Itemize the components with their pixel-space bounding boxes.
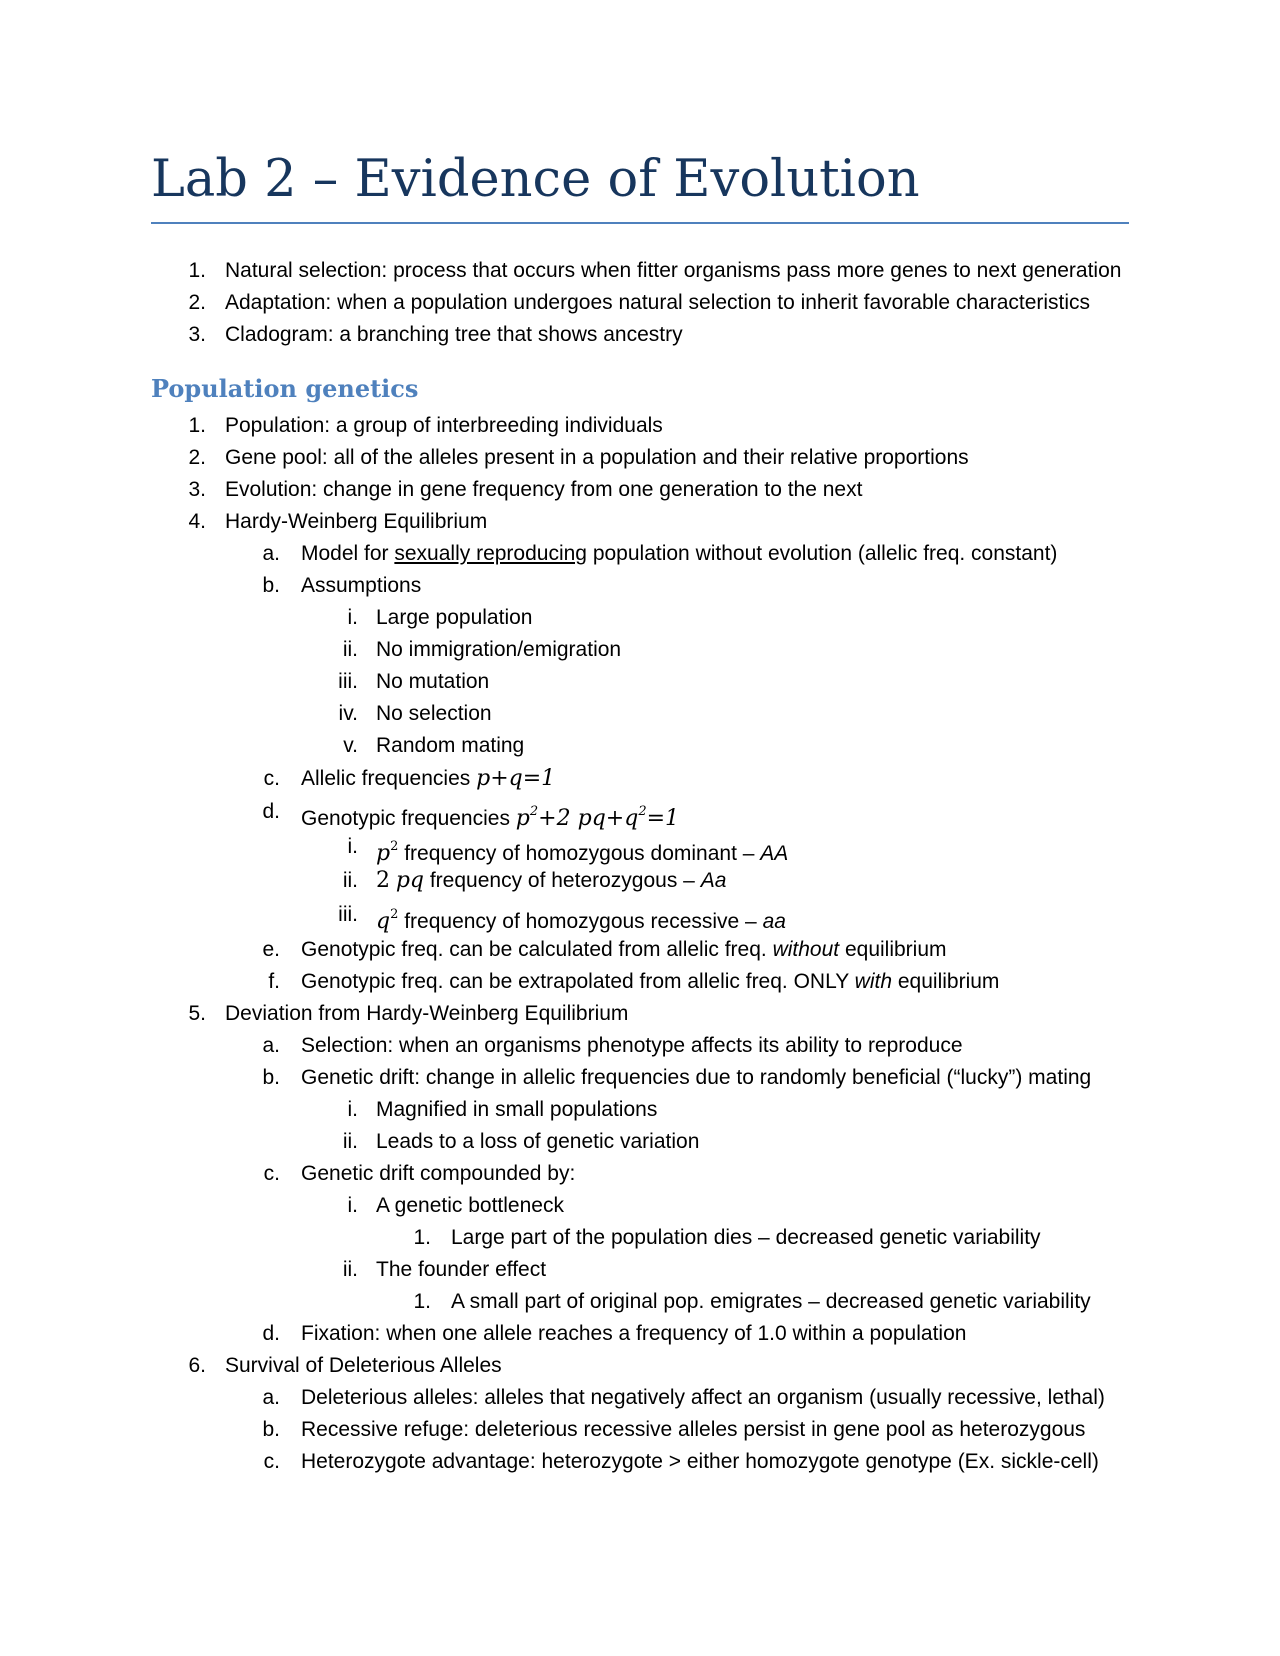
list-text: No mutation [376,670,490,693]
list-marker: iii. [338,903,358,926]
list-marker: 6. [188,1354,206,1377]
list-text: The founder effect [376,1258,547,1281]
list-marker: 5. [188,1002,206,1025]
list-marker: 1. [413,1290,431,1313]
list-marker: i. [347,1194,358,1217]
list-marker: d. [262,1322,280,1345]
list-marker: 4. [188,510,206,533]
list-text: Deviation from Hardy-Weinberg Equilibrium [225,1002,629,1025]
list-marker: 3. [188,323,206,346]
list-text: Fixation: when one allele reaches a frequency of 1.0 within a population [301,1322,967,1345]
list-marker: 1. [188,259,206,282]
list-marker: 2. [188,446,206,469]
list-marker: c. [263,767,280,790]
list-text: Gene pool: all of the alleles present in a population and their relative proportions [225,446,969,469]
list-text: Selection: when an organisms phenotype affects its ability to reproduce [301,1034,963,1057]
list-text: Genotypic frequencies $p^2+2$ $pq+q^2=1$ [301,804,680,831]
list-text: No immigration/emigration [376,638,622,661]
list-marker: e. [262,938,280,961]
list-text: 2 pq frequency of heterozygous – Aa [376,868,727,893]
list-text: Adaptation: when a population undergoes natural selection to inherit favorable characteristics [225,291,1091,314]
list-text: Genetic drift: change in allelic frequencies due to randomly beneficial (“lucky”) mating [301,1066,1092,1089]
list-text: Genetic drift compounded by: [301,1162,576,1185]
list-marker: f. [268,970,280,993]
list-marker: c. [263,1450,280,1473]
list-marker: iv. [338,702,358,725]
list-marker: b. [262,1066,280,1089]
list-marker: ii. [342,638,358,661]
list-marker: ii. [342,1130,358,1153]
list-text: Evolution: change in gene frequency from one generation to the next [225,478,863,501]
list-text: Heterozygote advantage: heterozygote > either homozygote genotype (Ex. sickle-cell) [301,1450,1099,1473]
list-text: Recessive refuge: deleterious recessive alleles persist in gene pool as heterozygous [301,1418,1086,1441]
list-marker: c. [263,1162,280,1185]
equation: p+q=1 [476,766,556,791]
list-marker: 2. [188,291,206,314]
list-marker: v. [343,734,358,757]
list-marker: b. [262,574,280,597]
list-marker: ii. [342,869,358,892]
list-marker: ii. [342,1258,358,1281]
list-text: A small part of original pop. emigrates – decreased genetic variability [451,1290,1091,1313]
list-marker: i. [347,835,358,858]
list-marker: 1. [188,414,206,437]
list-text: A genetic bottleneck [376,1194,564,1217]
list-text: $p^2$ frequency of homozygous dominant – AA [376,839,789,866]
list-marker: a. [262,1034,280,1057]
list-marker: i. [347,1098,358,1121]
list-text: Large population [376,606,533,629]
list-text: Genotypic freq. can be calculated from allelic freq. without equilibrium [301,938,947,961]
list-marker: d. [262,800,280,823]
list-marker: i. [347,606,358,629]
list-text: Model for sexually reproducing population without evolution (allelic freq. constant) [301,542,1058,565]
list-text: Cladogram: a branching tree that shows ancestry [225,323,683,346]
list-text: Magnified in small populations [376,1098,658,1121]
list-text: Hardy-Weinberg Equilibrium [225,510,488,533]
list-text: Natural selection: process that occurs when fitter organisms pass more genes to next generation [225,259,1122,282]
list-text: Deleterious alleles: alleles that negatively affect an organism (usually recessive, lethal) [301,1386,1105,1409]
list-text: $q^2$ frequency of homozygous recessive – aa [376,907,786,934]
section-heading: Population genetics [151,374,419,403]
equation: $p^2+2$ $pq+q^2=1$ [515,804,680,831]
list-text: Allelic frequencies p+q=1 [301,766,556,791]
underlined-term: sexually reproducing [394,542,587,565]
list-text: Assumptions [301,574,422,597]
list-text: Random mating [376,734,525,757]
list-marker: iii. [338,670,358,693]
list-marker: a. [262,1386,280,1409]
list-text: Leads to a loss of genetic variation [376,1130,700,1153]
list-text: Large part of the population dies – decreased genetic variability [451,1226,1041,1249]
title-underline [151,222,1129,224]
list-text: No selection [376,702,492,725]
list-marker: a. [262,542,280,565]
list-marker: 3. [188,478,206,501]
list-marker: 1. [413,1226,431,1249]
list-text: Population: a group of interbreeding individuals [225,414,663,437]
list-marker: b. [262,1418,280,1441]
page-title: Lab 2 – Evidence of Evolution [151,150,920,209]
list-text: Survival of Deleterious Alleles [225,1354,502,1377]
list-text: Genotypic freq. can be extrapolated from allelic freq. ONLY with equilibrium [301,970,1000,993]
